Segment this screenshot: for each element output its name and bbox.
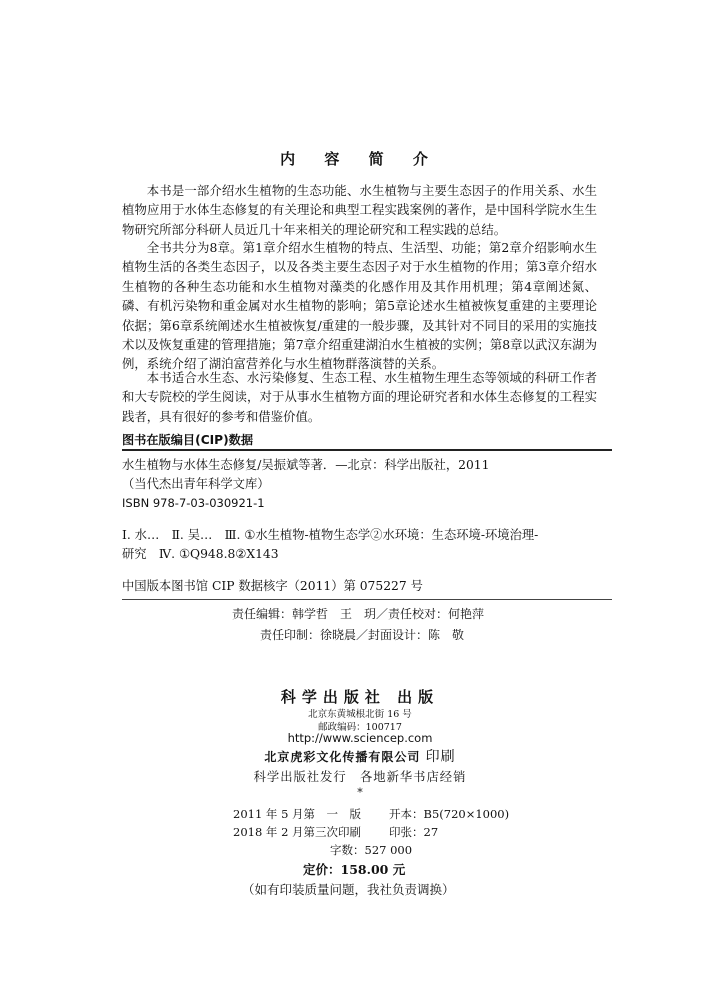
publisher-address: 北京东黄城根北街 16 号 — [308, 709, 412, 720]
cip-classification-line-1: Ⅰ. 水… Ⅱ. 吴… Ⅲ. ①水生植物-植物生态学②水环境：生态环境-环境治理- — [122, 528, 539, 542]
quality-notice: （如有印装质量问题，我社负责调换） — [242, 882, 455, 897]
section-asterisk: * — [357, 786, 363, 799]
publisher-postcode: 邮政编码：100717 — [318, 722, 402, 733]
cip-top-rule — [122, 449, 612, 451]
first-edition-date: 2011 年 5 月第 一 版 — [233, 807, 362, 821]
publisher-name: 科学出版社 出版 — [280, 688, 440, 706]
page-format: 开本：B5(720×1000) — [389, 807, 510, 821]
cip-bottom-rule — [122, 599, 612, 600]
printer-name: 北京虎彩文化传播有限公司 — [264, 750, 421, 764]
word-count: 字数：527 000 — [330, 843, 413, 857]
distribution-line: 科学出版社发行 各地新华书店经销 — [253, 770, 467, 784]
page-title: 内 容 简 介 — [280, 150, 440, 168]
summary-paragraph-3: 本书适合水生态、水污染修复、生态工程、水生植物生理生态等领域的科研工作者和大专院校的学生阅读，对于从事水生植物方面的理论研究者和水体生态修复的工程实践者，具有很好的参考和借鉴价值。 — [122, 370, 597, 424]
summary-paragraph-1: 本书是一部介绍水生植物的生态功能、水生植物与主要生态因子的作用关系、水生植物应用于水体生态修复的有关理论和典型工程实践案例的著作，是中国科学院水生生物研究所部分科研人员近几十年来相关的理论研究和工程实践的总结。 — [122, 183, 597, 237]
cip-heading: 图书在版编目(CIP)数据 — [122, 433, 254, 447]
editor-credits: 责任编辑：韩学哲 王 玥／责任校对：何艳萍 — [232, 607, 485, 621]
cip-isbn: ISBN 978-7-03-030921-1 — [122, 496, 265, 510]
production-credits: 责任印制：徐晓晨／封面设计：陈 敬 — [260, 628, 465, 642]
publisher-website: http://www.sciencep.com — [287, 731, 433, 745]
price: 定价：158.00 元 — [303, 862, 406, 877]
cip-series-line: （当代杰出青年科学文库） — [122, 477, 270, 491]
printer-suffix: 印刷 — [425, 749, 456, 765]
cip-record-number: 中国版本图书馆 CIP 数据核字（2011）第 075227 号 — [122, 579, 423, 593]
printed-sheets: 印张：27 — [389, 825, 439, 839]
cip-bibliographic-line: 水生植物与水体生态修复/吴振斌等著．—北京：科学出版社，2011 — [122, 458, 490, 472]
cip-classification-line-2: 研究 Ⅳ. ①Q948.8②X143 — [122, 547, 279, 561]
summary-paragraph-2: 全书共分为8章。第1章介绍水生植物的特点、生活型、功能；第2章介绍影响水生植物生活的各类生态因子，以及各类主要生态因子对于水生植物的作用；第3章介绍水生植物的各种生态功能和水生植物对藻类的化感作用及其作用机理；第4章阐述氮、磷、有机污染物和重金属对水生植物的影响；第5章论述水生植被恢复重建的主要理论依据；第6章系统阐述水生植被恢复/重建的一般步骤，及其针对不同目的采用的实施技术以及恢复重建的管理措施；第7章介绍重建湖泊水生植被的实例；第8章以武汉东湖为例，系统介绍了湖泊富营养化与水生植物群落演替的关系。 — [122, 240, 597, 372]
printer-line — [0, 746, 720, 766]
reprint-date: 2018 年 2 月第三次印刷 — [233, 825, 362, 839]
